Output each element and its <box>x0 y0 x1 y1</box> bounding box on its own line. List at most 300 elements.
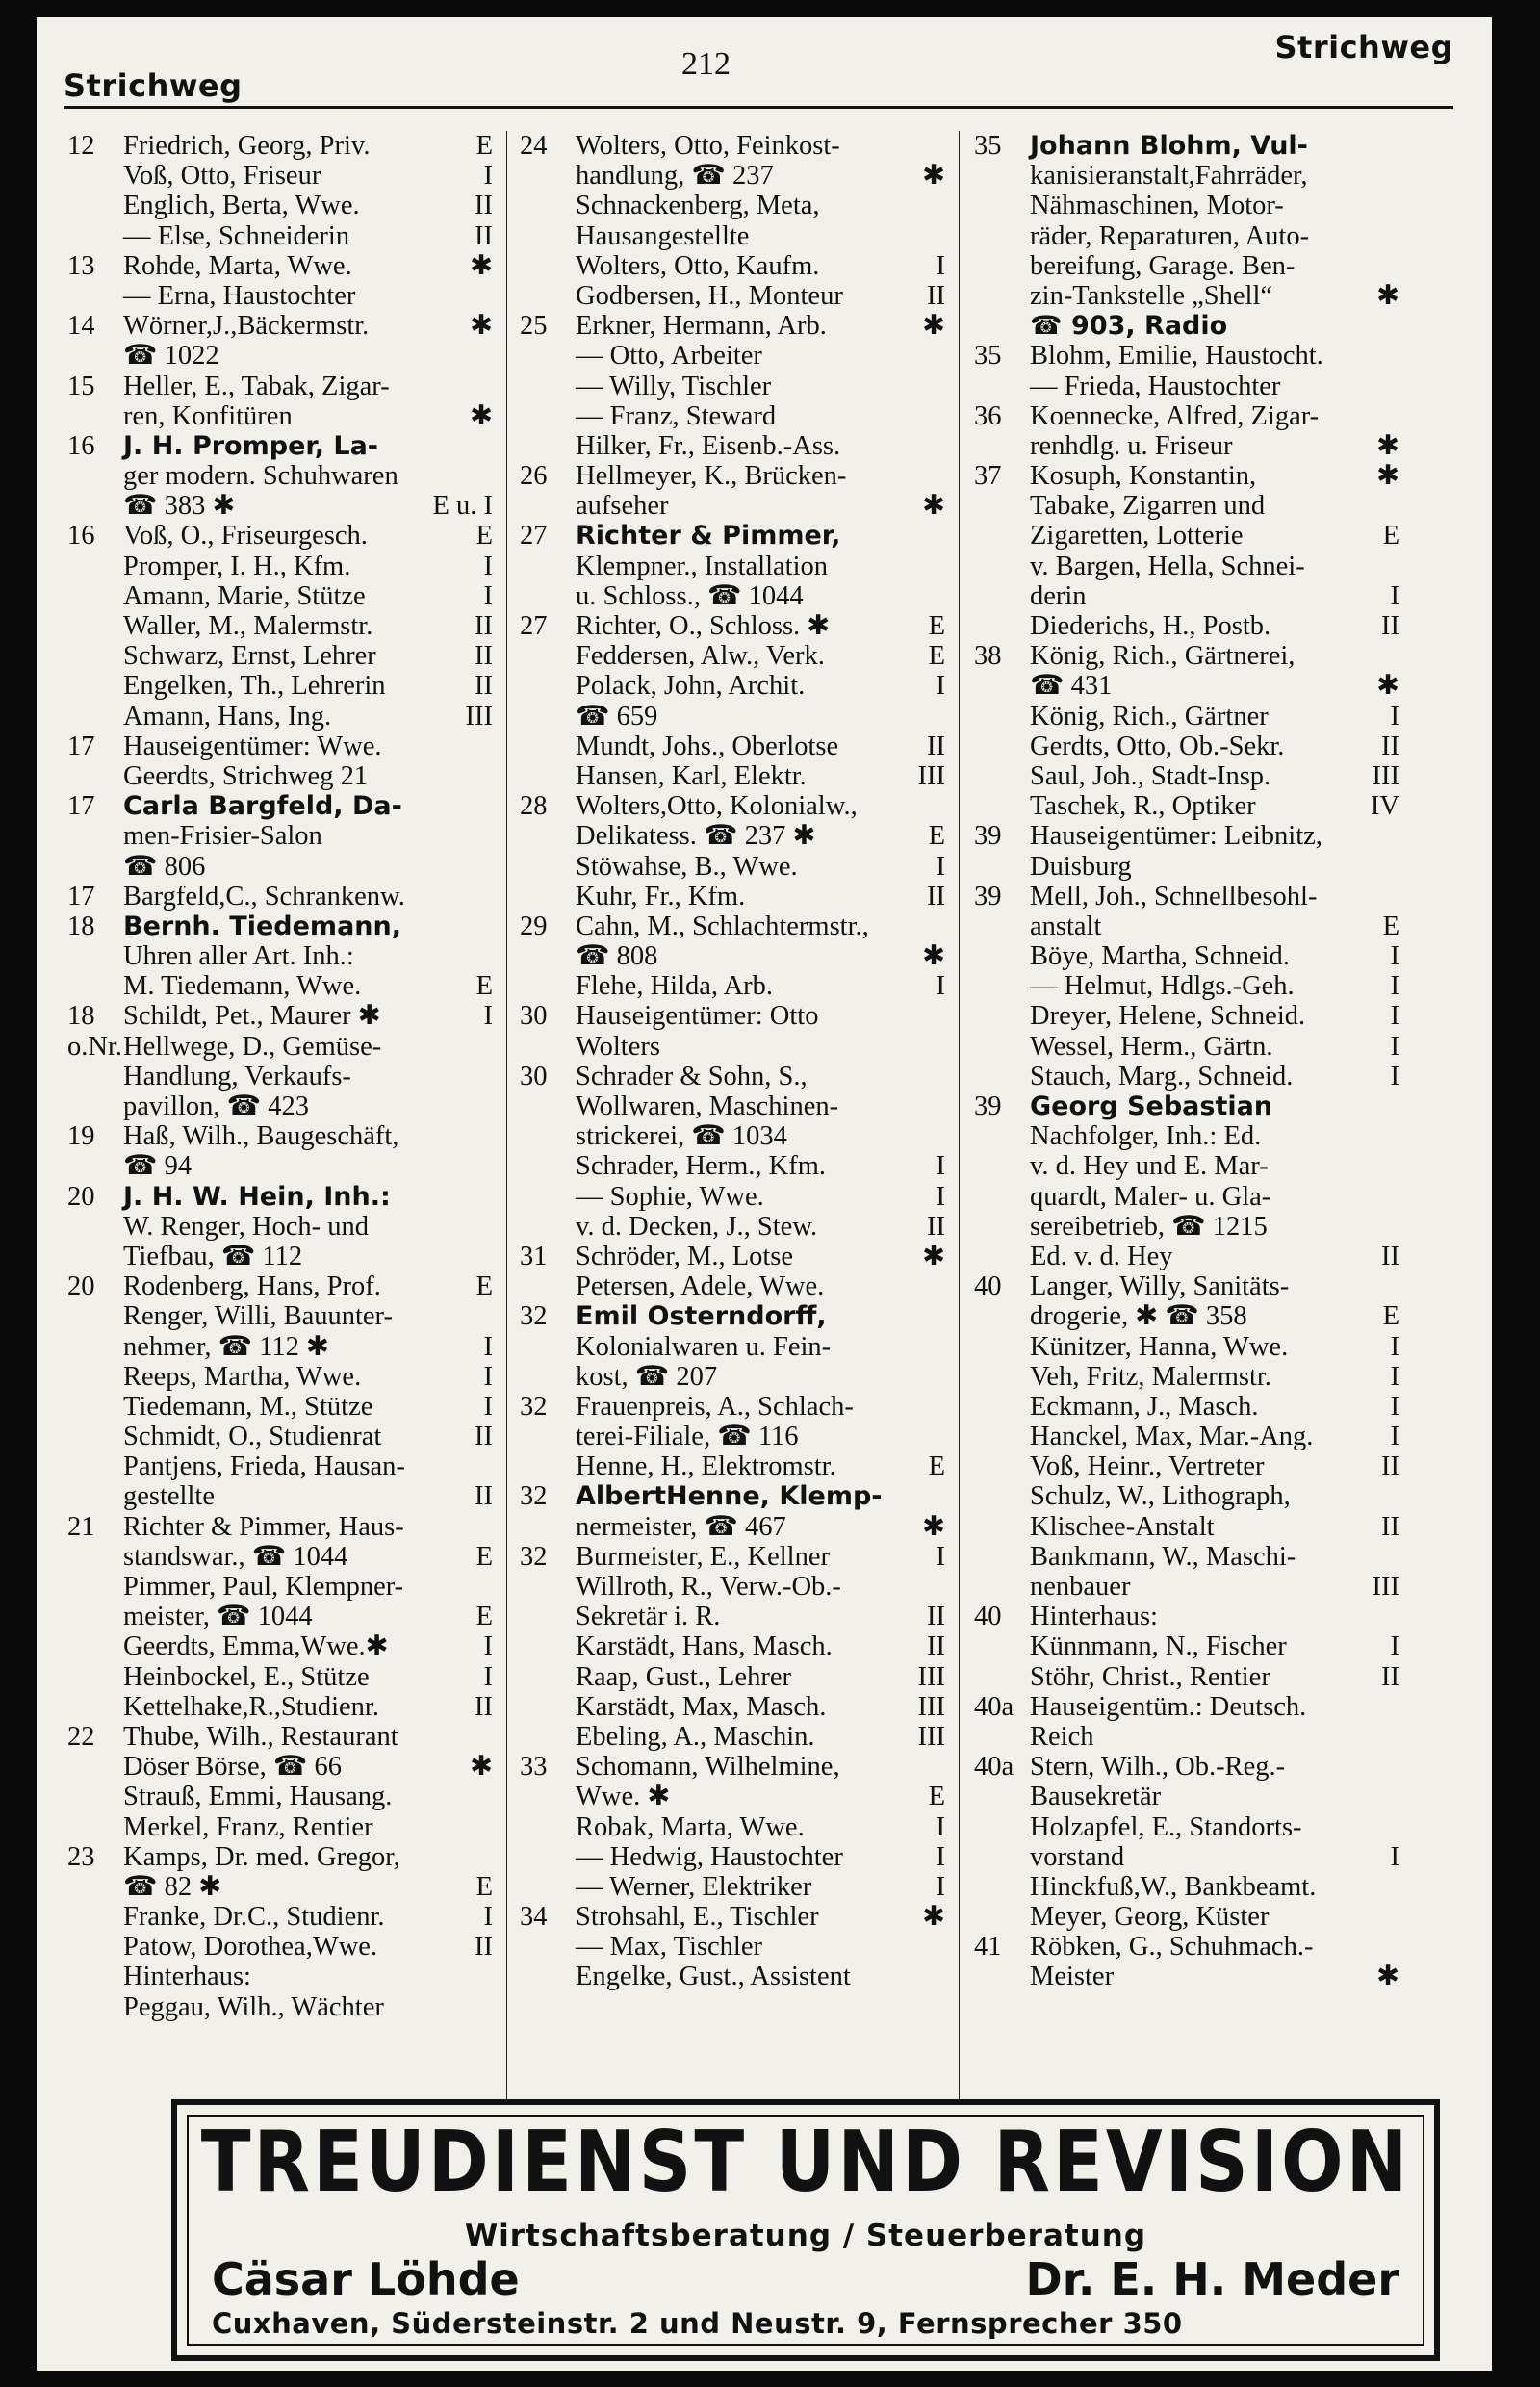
entry-text: ☎ 806 <box>123 851 206 882</box>
floor-marker <box>1399 1932 1405 1962</box>
floor-marker: ✱ <box>1376 1962 1399 1992</box>
entry-text: Wwe. ✱ <box>576 1782 671 1812</box>
entry-text: — Erna, Haustochter <box>123 280 356 311</box>
house-number <box>518 581 576 611</box>
entry-text: — Werner, Elektriker <box>576 1871 812 1902</box>
entry-text: nenbauer <box>1030 1572 1131 1602</box>
house-number <box>972 1512 1030 1542</box>
house-number <box>518 401 576 431</box>
house-number: 16 <box>67 430 95 461</box>
entry-text: Pimmer, Paul, Klempner- <box>123 1572 404 1602</box>
entry-text: handlung, ☎ 237 <box>576 161 774 192</box>
entry-text: nermeister, ☎ 467 <box>576 1511 786 1542</box>
house-number <box>65 461 123 491</box>
floor-marker: I <box>1390 941 1399 972</box>
floor-marker <box>945 911 951 941</box>
entry-text: Bernh. Tiedemann, <box>123 911 401 941</box>
entry-text: Renger, Willi, Bauunter- <box>123 1301 393 1332</box>
house-number <box>518 1212 576 1242</box>
directory-entry-line <box>518 882 951 911</box>
directory-entry-line <box>972 971 1405 1001</box>
house-number <box>65 761 123 791</box>
floor-marker: ✱ <box>922 1902 945 1933</box>
floor-marker: II <box>1381 1661 1399 1692</box>
floor-marker: I <box>936 1811 945 1842</box>
floor-marker: I <box>1390 971 1399 1002</box>
directory-entry-line <box>972 611 1405 641</box>
house-number <box>518 971 576 1001</box>
directory-entry-line <box>972 251 1405 281</box>
floor-marker: II <box>927 1602 945 1632</box>
floor-marker: ✱ <box>470 1752 493 1783</box>
entry-text: Heller, E., Tabak, Zigar- <box>123 371 390 401</box>
directory-entry-line <box>65 1091 499 1121</box>
floor-marker: ✱ <box>470 311 493 342</box>
floor-marker <box>1399 1812 1405 1842</box>
entry-text: Schnackenberg, Meta, <box>576 191 820 221</box>
house-number: 26 <box>520 461 548 492</box>
directory-entry-line <box>972 1662 1405 1692</box>
entry-text: Reeps, Martha, Wwe. <box>123 1361 362 1392</box>
directory-entry-line <box>972 1182 1405 1212</box>
floor-marker <box>1399 1091 1405 1121</box>
entry-text: Hellwege, D., Gemüse- <box>123 1031 382 1062</box>
house-number: 34 <box>520 1902 548 1933</box>
floor-marker <box>493 1512 499 1542</box>
entry-text: Bankmann, W., Maschi- <box>1030 1541 1296 1572</box>
entry-text: Amann, Marie, Stütze <box>123 580 366 611</box>
entry-text: Ed. v. d. Hey <box>1030 1241 1173 1271</box>
directory-entry-line <box>518 911 951 941</box>
directory-entry-line <box>65 131 499 161</box>
floor-marker <box>493 1242 499 1271</box>
floor-marker <box>493 1451 499 1481</box>
house-number <box>972 1722 1030 1752</box>
floor-marker: E <box>1382 521 1399 552</box>
directory-entry-line <box>518 1602 951 1631</box>
floor-marker: II <box>927 1631 945 1662</box>
house-number: 20 <box>67 1181 95 1212</box>
directory-entry-line <box>65 552 499 581</box>
house-number: 40 <box>974 1271 1002 1302</box>
ad-name-left: Cäsar Löhde <box>212 2253 520 2305</box>
floor-marker <box>945 372 951 401</box>
house-number <box>972 1362 1030 1392</box>
directory-entry-line <box>65 641 499 671</box>
house-number <box>518 1932 576 1962</box>
entry-text: — Helmut, Hdlgs.-Geh. <box>1030 971 1295 1002</box>
floor-marker <box>493 821 499 851</box>
floor-marker: III <box>1372 760 1399 791</box>
entry-text: Richter & Pimmer, Haus- <box>123 1511 404 1542</box>
house-number <box>65 1662 123 1692</box>
directory-entry-line <box>972 1271 1405 1301</box>
house-number <box>65 161 123 191</box>
house-number <box>972 1032 1030 1062</box>
house-number: 27 <box>520 611 548 641</box>
directory-entry-line <box>972 1481 1405 1511</box>
floor-marker <box>493 461 499 491</box>
floor-marker: II <box>475 220 493 251</box>
floor-marker: I <box>483 1361 493 1392</box>
floor-marker <box>1399 1872 1405 1902</box>
entry-text: Englich, Berta, Wwe. <box>123 191 360 221</box>
directory-entry-line <box>972 791 1405 821</box>
directory-entry-line <box>972 1001 1405 1031</box>
entry-text: — Sophie, Wwe. <box>576 1181 764 1212</box>
running-header-right: Strichweg <box>1274 29 1453 65</box>
directory-entry-line <box>518 1001 951 1031</box>
directory-entry-line <box>518 191 951 220</box>
directory-entry-line <box>972 1962 1405 1991</box>
directory-entry-line <box>972 671 1405 701</box>
floor-marker <box>1399 161 1405 191</box>
entry-text: ☎ 659 <box>576 701 658 732</box>
house-number <box>972 671 1030 701</box>
floor-marker: I <box>483 1902 493 1933</box>
directory-entry-line <box>972 1422 1405 1451</box>
house-number <box>65 1332 123 1362</box>
entry-text: Stauch, Marg., Schneid. <box>1030 1061 1294 1091</box>
house-number <box>972 1572 1030 1602</box>
entry-text: Holzapfel, E., Standorts- <box>1030 1811 1302 1842</box>
directory-entry-line <box>518 1872 951 1902</box>
directory-entry-line <box>518 131 951 161</box>
house-number <box>518 641 576 671</box>
floor-marker <box>493 1182 499 1212</box>
floor-marker: II <box>927 280 945 311</box>
directory-entry-line <box>972 191 1405 220</box>
house-number: 14 <box>67 311 95 342</box>
floor-marker <box>493 791 499 821</box>
entry-text: Schröder, M., Lotse <box>576 1241 794 1271</box>
directory-entry-line <box>65 971 499 1001</box>
entry-text: J. H. W. Hein, Inh.: <box>123 1181 391 1212</box>
entry-text: Tiedemann, M., Stütze <box>123 1391 373 1422</box>
directory-entry-line <box>518 1182 951 1212</box>
house-number <box>65 641 123 671</box>
entry-text: — Max, Tischler <box>576 1932 762 1963</box>
house-number <box>972 791 1030 821</box>
house-number <box>972 1481 1030 1511</box>
entry-text: Eckmann, J., Masch. <box>1030 1391 1259 1422</box>
house-number <box>518 1151 576 1181</box>
entry-text: Kettelhake,R.,Studienr. <box>123 1691 379 1722</box>
floor-marker: ✱ <box>922 491 945 522</box>
directory-entry-line <box>972 221 1405 251</box>
entry-text: renhdlg. u. Friseur <box>1030 430 1233 461</box>
house-number <box>518 1032 576 1062</box>
directory-entry-line <box>518 1722 951 1752</box>
directory-entry-line <box>65 341 499 371</box>
directory-entry-line <box>65 1572 499 1602</box>
floor-marker <box>945 1962 951 1991</box>
column-divider <box>959 131 960 2104</box>
house-number <box>972 1631 1030 1661</box>
house-number <box>518 341 576 371</box>
floor-marker <box>493 732 499 761</box>
column-2 <box>518 131 951 2104</box>
entry-text: Emil Osterndorff, <box>576 1301 827 1332</box>
floor-marker <box>945 1392 951 1422</box>
floor-marker: E <box>475 1871 493 1902</box>
directory-entry-line <box>65 791 499 821</box>
directory-entry-line <box>65 1392 499 1422</box>
directory-entry-line <box>65 1032 499 1062</box>
entry-text: bereifung, Garage. Ben- <box>1030 250 1296 281</box>
directory-entry-line <box>518 1812 951 1842</box>
floor-marker <box>945 1271 951 1301</box>
floor-marker <box>1399 1782 1405 1811</box>
directory-entry-line <box>972 1091 1405 1121</box>
house-number <box>518 1572 576 1602</box>
house-number <box>65 671 123 701</box>
column-divider <box>506 131 507 2104</box>
house-number <box>518 1512 576 1542</box>
entry-text: Schrader, Herm., Kfm. <box>576 1151 827 1182</box>
house-number <box>972 431 1030 461</box>
entry-text: Bausekretär <box>1030 1782 1162 1812</box>
directory-entry-line <box>65 1151 499 1181</box>
directory-entry-line <box>65 251 499 281</box>
entry-text: Schmidt, O., Studienrat <box>123 1422 382 1452</box>
directory-entry-line <box>972 1151 1405 1181</box>
directory-entry-line <box>65 702 499 732</box>
floor-marker <box>1399 401 1405 431</box>
directory-entry-line <box>972 1032 1405 1062</box>
house-number <box>972 911 1030 941</box>
floor-marker: E <box>928 1451 945 1482</box>
directory-entry-line <box>65 1332 499 1362</box>
entry-text: Waller, M., Malermstr. <box>123 611 373 641</box>
house-number <box>972 1782 1030 1811</box>
floor-marker <box>493 1062 499 1091</box>
directory-entry-line <box>518 611 951 641</box>
entry-text: Haß, Wilh., Baugeschäft, <box>123 1121 399 1152</box>
entry-text: Blohm, Emilie, Haustocht. <box>1030 341 1323 372</box>
entry-text: — Frieda, Haustochter <box>1030 371 1281 401</box>
entry-text: Diederichs, H., Postb. <box>1030 611 1271 641</box>
floor-marker <box>493 1722 499 1752</box>
entry-text: Friedrich, Georg, Priv. <box>123 131 371 161</box>
entry-text: u. Schloss., ☎ 1044 <box>576 580 804 611</box>
house-number: 39 <box>974 821 1002 852</box>
directory-entry-line <box>65 1301 499 1331</box>
floor-marker: E <box>928 1782 945 1812</box>
house-number <box>65 1242 123 1271</box>
directory-entry-line <box>972 732 1405 761</box>
entry-text: — Else, Schneiderin <box>123 220 350 251</box>
entry-text: Bargfeld,C., Schrankenw. <box>123 881 405 911</box>
entry-text: Tiefbau, ☎ 112 <box>123 1241 303 1271</box>
entry-text: v. d. Decken, J., Stew. <box>576 1211 818 1242</box>
house-number <box>972 1242 1030 1271</box>
directory-entry-line <box>972 1902 1405 1932</box>
house-number <box>65 1451 123 1481</box>
floor-marker: I <box>1390 1391 1399 1422</box>
floor-marker: I <box>936 1181 945 1212</box>
house-number <box>972 281 1030 311</box>
entry-text: men-Frisier-Salon <box>123 821 322 852</box>
house-number: 39 <box>974 1091 1002 1121</box>
entry-text: König, Rich., Gärtner <box>1030 701 1269 732</box>
directory-entry-line <box>518 552 951 581</box>
house-number: 29 <box>520 911 548 941</box>
floor-marker <box>493 1301 499 1331</box>
house-number <box>972 552 1030 581</box>
directory-entry-line <box>65 1062 499 1091</box>
directory-entry-line <box>972 641 1405 671</box>
directory-entry-line <box>972 941 1405 971</box>
entry-text: quardt, Maler- u. Gla- <box>1030 1181 1271 1212</box>
directory-entry-line <box>518 852 951 882</box>
floor-marker <box>1399 1542 1405 1572</box>
directory-entry-line <box>518 521 951 551</box>
house-number <box>518 1602 576 1631</box>
directory-entry-line <box>518 1032 951 1062</box>
floor-marker <box>1399 852 1405 882</box>
directory-entry-line <box>65 1932 499 1962</box>
house-number <box>65 611 123 641</box>
house-number <box>518 1692 576 1722</box>
floor-marker <box>1399 552 1405 581</box>
directory-entry-line <box>65 1422 499 1451</box>
house-number <box>972 1542 1030 1572</box>
entry-text: J. H. Promper, La- <box>123 430 379 461</box>
house-number <box>972 1842 1030 1872</box>
floor-marker <box>945 1032 951 1062</box>
entry-text: Godbersen, H., Monteur <box>576 280 843 311</box>
floor-marker: II <box>475 641 493 672</box>
entry-text: König, Rich., Gärtnerei, <box>1030 641 1296 672</box>
directory-entry-line <box>65 1722 499 1752</box>
floor-marker <box>493 852 499 882</box>
directory-entry-line <box>518 401 951 431</box>
entry-text: anstalt <box>1030 911 1102 941</box>
entry-text: Kosuph, Konstantin, <box>1030 461 1257 492</box>
directory-entry-line <box>972 372 1405 401</box>
entry-text: räder, Reparaturen, Auto- <box>1030 220 1310 251</box>
entry-text: AlbertHenne, Klemp- <box>576 1481 883 1512</box>
entry-text: Cahn, M., Schlachtermstr., <box>576 911 869 941</box>
house-number <box>518 161 576 191</box>
entry-text: Hansen, Karl, Elektr. <box>576 760 807 791</box>
floor-marker <box>493 882 499 911</box>
entry-text: Hanckel, Max, Mar.-Ang. <box>1030 1422 1314 1452</box>
floor-marker <box>493 1842 499 1872</box>
house-number <box>65 1752 123 1782</box>
entry-text: Nähmaschinen, Motor- <box>1030 191 1284 221</box>
directory-entry-line <box>518 971 951 1001</box>
entry-text: sereibetrieb, ☎ 1215 <box>1030 1211 1268 1242</box>
directory-entry-line <box>65 281 499 311</box>
house-number <box>65 1392 123 1422</box>
house-number: 40a <box>974 1691 1014 1722</box>
directory-entry-line <box>972 702 1405 732</box>
entry-text: ☎ 1022 <box>123 341 219 372</box>
ad-name-right: Dr. E. H. Meder <box>1025 2253 1399 2305</box>
directory-entry-line <box>65 401 499 431</box>
house-number <box>972 1812 1030 1842</box>
entry-text: — Otto, Arbeiter <box>576 341 762 372</box>
entry-text: Frauenpreis, A., Schlach- <box>576 1391 854 1422</box>
house-number <box>972 1182 1030 1212</box>
directory-entry-line <box>518 1392 951 1422</box>
house-number: 21 <box>67 1511 95 1542</box>
floor-marker <box>1399 491 1405 521</box>
directory-entry-line <box>65 1212 499 1242</box>
house-number <box>65 852 123 882</box>
entry-text: M. Tiedemann, Wwe. <box>123 971 362 1002</box>
directory-entry-line <box>972 401 1405 431</box>
directory-entry-line <box>518 311 951 341</box>
entry-text: Ebeling, A., Maschin. <box>576 1721 815 1752</box>
house-number <box>65 1572 123 1602</box>
house-number <box>972 702 1030 732</box>
floor-marker <box>1399 251 1405 281</box>
entry-text: Böye, Martha, Schneid. <box>1030 941 1290 972</box>
directory-entry-line <box>518 821 951 851</box>
floor-marker <box>1399 1752 1405 1782</box>
entry-text: Stern, Wilh., Ob.-Reg.- <box>1030 1752 1286 1783</box>
floor-marker <box>493 1812 499 1842</box>
directory-entry-line <box>518 1782 951 1811</box>
floor-marker: E u. I <box>432 491 493 522</box>
house-number <box>65 1062 123 1091</box>
entry-text: Uhren aller Art. Inh.: <box>123 941 354 972</box>
entry-text: Merkel, Franz, Rentier <box>123 1811 373 1842</box>
house-number <box>972 1301 1030 1331</box>
floor-marker: I <box>936 971 945 1002</box>
floor-marker: I <box>483 161 493 192</box>
entry-text: Strauß, Emmi, Hausang. <box>123 1782 393 1812</box>
directory-entry-line <box>65 1242 499 1271</box>
entry-text: Engelke, Gust., Assistent <box>576 1962 851 1992</box>
floor-marker: I <box>1390 701 1399 732</box>
entry-text: Röbken, G., Schuhmach.- <box>1030 1932 1314 1963</box>
house-number <box>518 281 576 311</box>
entry-text: Künnmann, N., Fischer <box>1030 1631 1287 1662</box>
entry-text: Meister <box>1030 1962 1115 1992</box>
floor-marker: I <box>1390 1061 1399 1091</box>
floor-marker: II <box>1381 1451 1399 1482</box>
directory-entry-line <box>65 1602 499 1631</box>
house-number <box>518 941 576 971</box>
entry-text: ☎ 431 <box>1030 671 1113 702</box>
house-number <box>972 1902 1030 1932</box>
directory-entry-line <box>65 1512 499 1542</box>
entry-text: Veh, Fritz, Malermstr. <box>1030 1361 1271 1392</box>
entry-text: Amann, Hans, Ing. <box>123 701 332 732</box>
directory-entry-line <box>65 491 499 521</box>
house-number: 22 <box>67 1721 95 1752</box>
floor-marker: II <box>475 1932 493 1963</box>
house-number <box>518 1872 576 1902</box>
house-number: 33 <box>520 1752 548 1783</box>
house-number <box>972 251 1030 281</box>
entry-text: kost, ☎ 207 <box>576 1361 718 1392</box>
floor-marker: I <box>1390 1001 1399 1032</box>
house-number <box>65 341 123 371</box>
entry-text: Taschek, R., Optiker <box>1030 791 1256 822</box>
house-number <box>972 581 1030 611</box>
house-number <box>972 1451 1030 1481</box>
directory-entry-line <box>65 1631 499 1661</box>
directory-entry-line <box>65 1752 499 1782</box>
house-number <box>972 761 1030 791</box>
house-number <box>65 1091 123 1121</box>
directory-entry-line <box>972 1451 1405 1481</box>
